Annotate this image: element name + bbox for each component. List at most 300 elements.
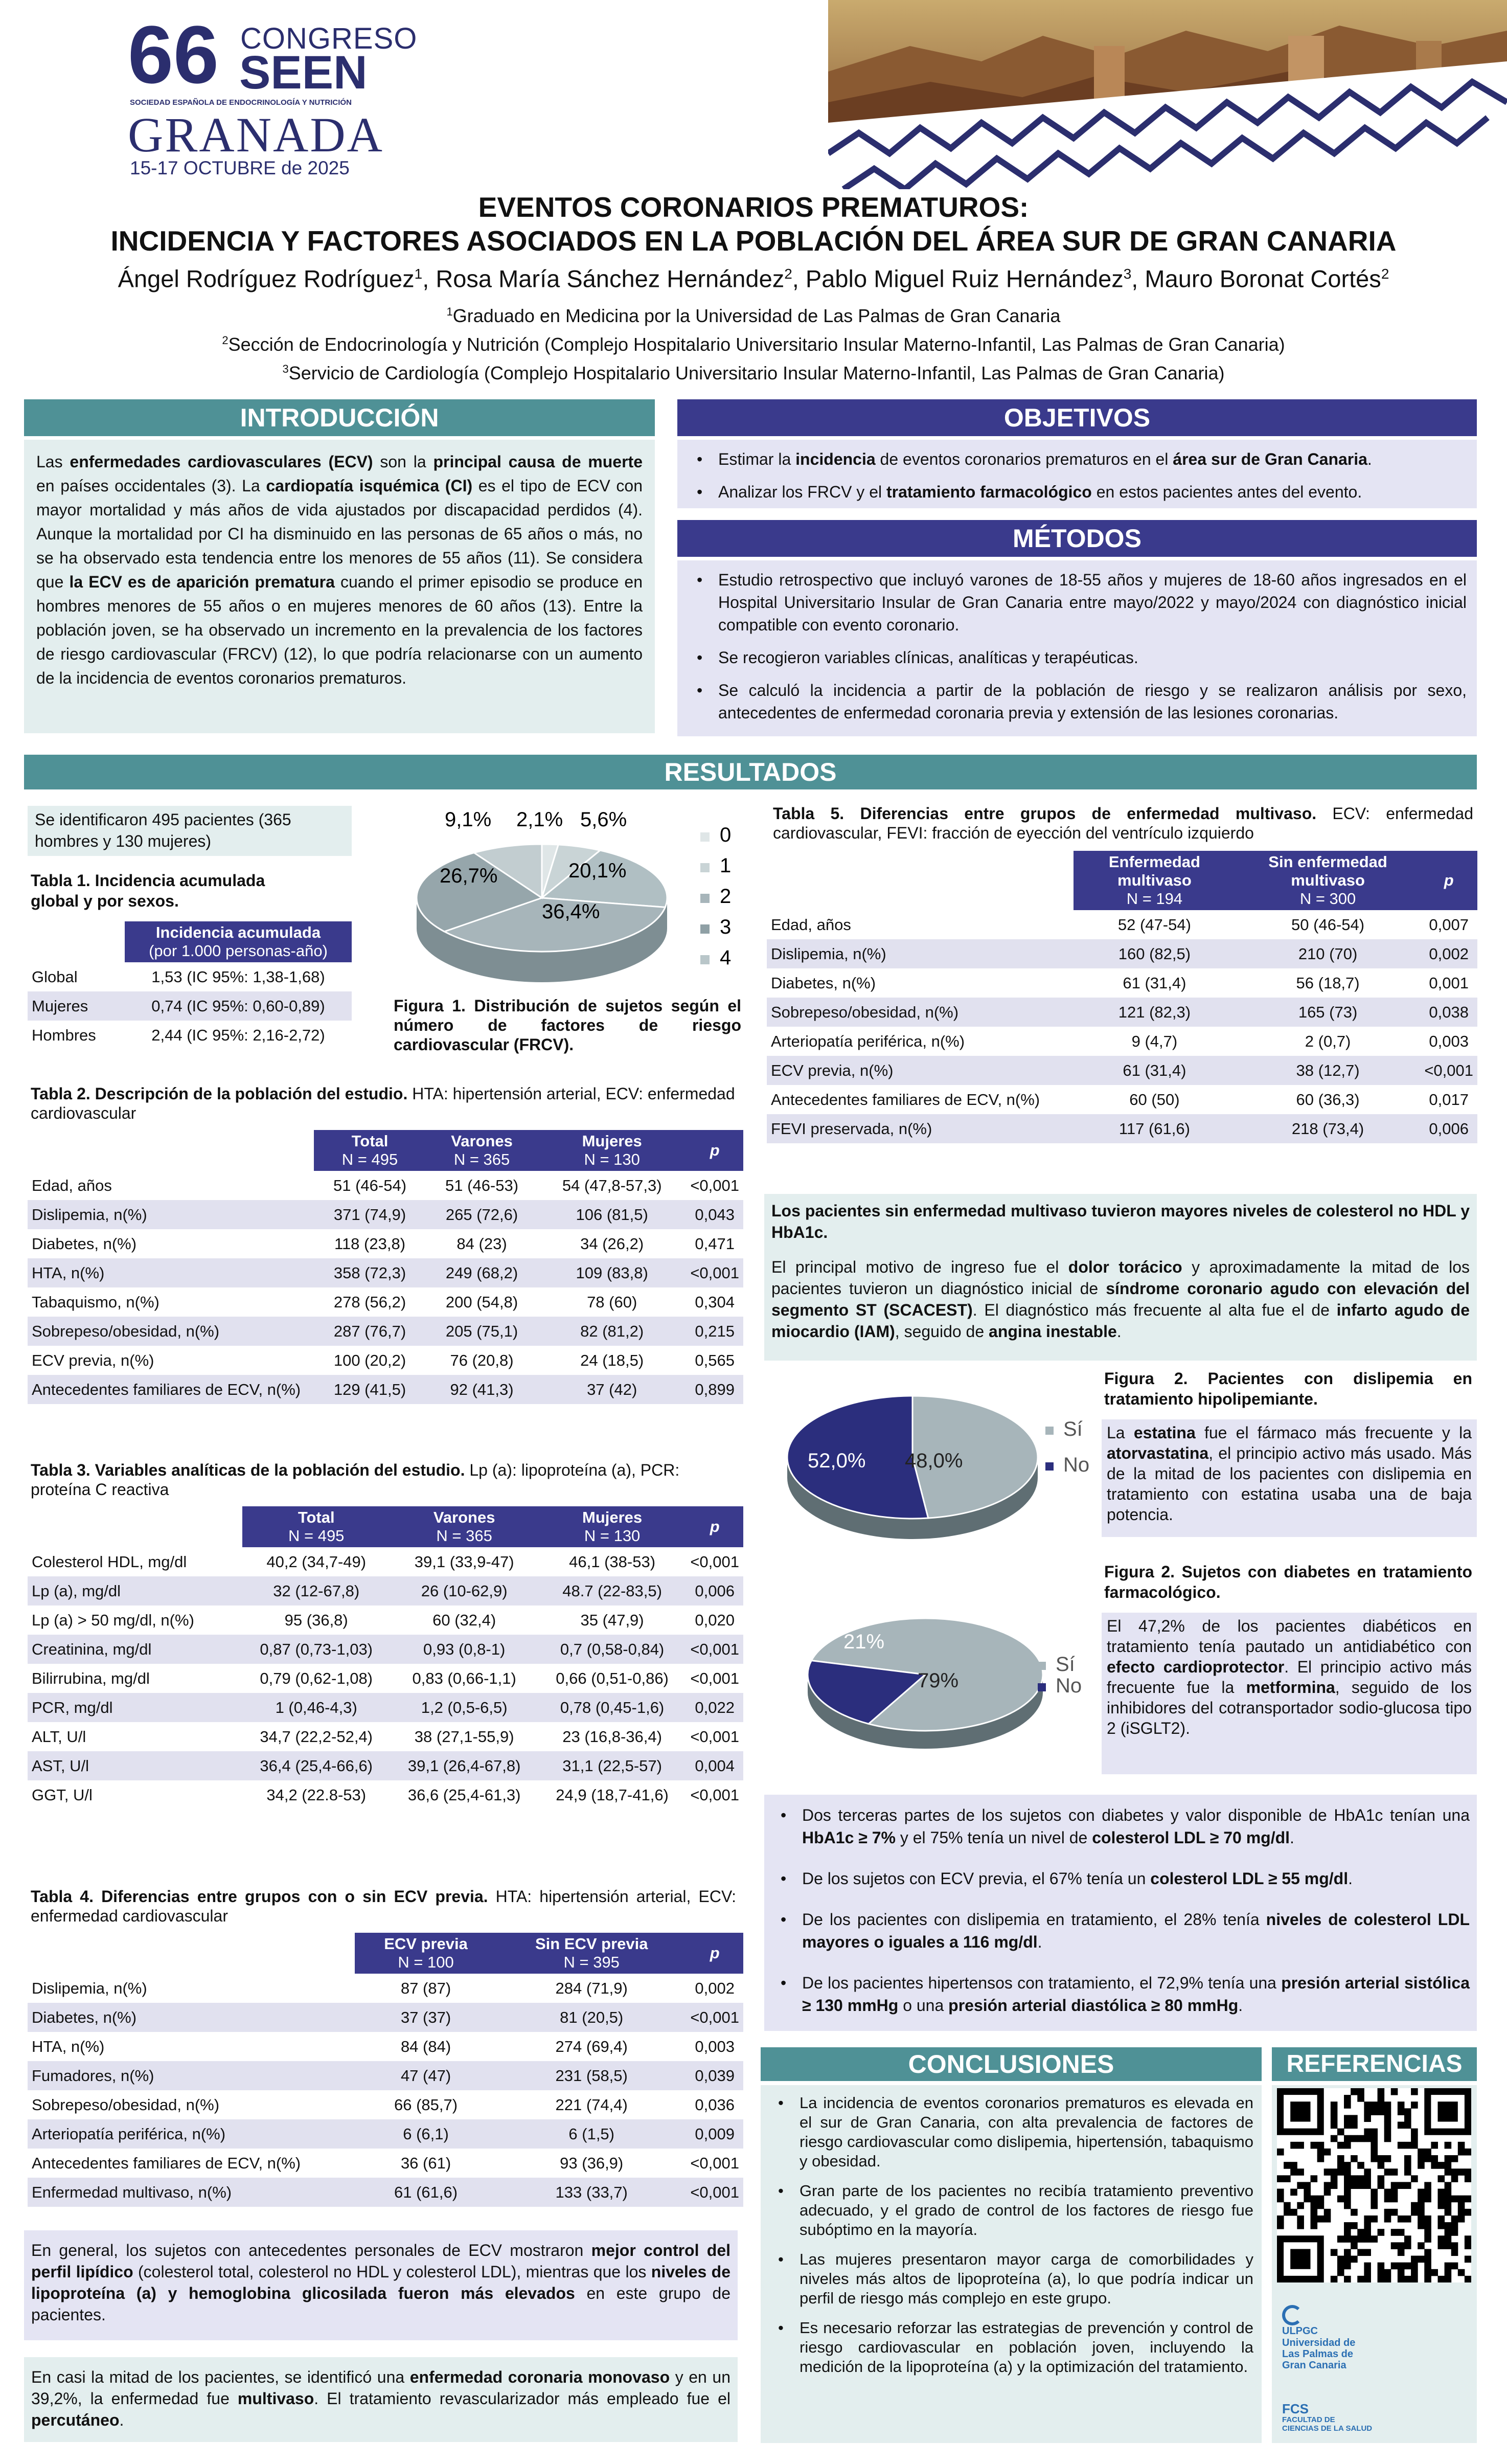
table-cell: <0,001	[686, 2178, 743, 2207]
table-cell: HTA, n(%)	[28, 1258, 314, 1287]
table-cell: ALT, U/l	[28, 1722, 242, 1751]
table-header: p	[1420, 851, 1477, 910]
table-cell: 61 (61,6)	[355, 2178, 497, 2207]
table-cell: 46,1 (38-53)	[538, 1547, 686, 1576]
fig2b-label: 79%	[918, 1669, 959, 1692]
table-cell: 121 (82,3)	[1074, 998, 1236, 1027]
table-cell: 0,009	[686, 2119, 743, 2149]
table-header: p	[686, 1933, 743, 1974]
fcs-logo: FCS FACULTAD DE CIENCIAS DE LA SALUD	[1282, 2401, 1373, 2433]
affiliation: $^2$Sección de Endocrinología y Nutrición (Complejo Hospitalario Universitario Insular Materno-Infantil, Las Palmas de Gran Canaria)	[222, 333, 1285, 355]
table-cell: 0,899	[686, 1375, 743, 1404]
table-row	[767, 939, 1477, 968]
figure2a-text-box	[1102, 1419, 1477, 1537]
table-row	[28, 1229, 743, 1258]
table-cell: 231 (58,5)	[497, 2061, 686, 2090]
table-cell: 34,2 (22.8-53)	[242, 1780, 390, 1810]
table-cell: 54 (47,8-57,3)	[538, 1171, 686, 1200]
table-row	[767, 1056, 1477, 1085]
table-cell: 165 (73)	[1236, 998, 1420, 1027]
table-header: Total N = 495	[242, 1506, 390, 1547]
table-row	[767, 1085, 1477, 1114]
fig2a-label: 48,0%	[905, 1450, 963, 1472]
table-cell: 210 (70)	[1236, 939, 1420, 968]
multivaso-summary: Los pacientes sin enfermedad multivaso tuvieron mayores niveles de colesterol no HDL y HbA1c.	[771, 1202, 1470, 1241]
table-cell: 50 (46-54)	[1236, 910, 1420, 939]
table-cell: 109 (83,8)	[538, 1258, 686, 1287]
table-cell: 200 (54,8)	[426, 1287, 538, 1317]
authors: Ángel Rodríguez Rodríguez$^1$, Rosa María Sánchez Hernández$^2$, Pablo Miguel Ruiz Hernández$^3$, Mauro Boronat Cortés$^2$	[118, 265, 1389, 292]
table-header: Total N = 495	[314, 1130, 426, 1171]
table-cell: 0,002	[1420, 939, 1477, 968]
table-cell: 0,039	[686, 2061, 743, 2090]
table-header: p	[686, 1506, 743, 1547]
legend-label: 0	[720, 824, 732, 846]
table-cell: 37 (42)	[538, 1375, 686, 1404]
table-cell: 0,215	[686, 1317, 743, 1346]
multivaso-summary-box	[764, 1194, 1477, 1361]
author: Mauro Boronat Cortés	[1145, 265, 1381, 292]
table-cell: 60 (32,4)	[390, 1606, 538, 1635]
table-row	[28, 1317, 743, 1346]
table-cell: 0,002	[686, 1974, 743, 2003]
fig1-label: 26,7%	[440, 865, 498, 887]
title-line-1: EVENTOS CORONARIOS PREMATUROS:	[478, 191, 1029, 223]
ulpgc-logo: ULPGC Universidad de Las Palmas de Gran Canaria	[1282, 2305, 1466, 2371]
title-block	[0, 190, 1507, 386]
table-row	[28, 1635, 743, 1664]
affiliation: $^3$Servicio de Cardiología (Complejo Hospitalario Universitario Insular Materno-Infantil, Las Palmas de Gran Canaria)	[282, 362, 1225, 383]
table-row	[28, 1751, 743, 1780]
table-cell: 0,78 (0,45-1,6)	[538, 1693, 686, 1722]
table-cell: 51 (46-53)	[426, 1171, 538, 1200]
table-cell: 35 (47,9)	[538, 1606, 686, 1635]
metodo-item: • Se recogieron variables clínicas, analíticas y terapéuticas.	[688, 646, 1467, 669]
table-cell: 56 (18,7)	[1236, 968, 1420, 998]
logo-society: SOCIEDAD ESPAÑOLA DE ENDOCRINOLOGÍA Y NUTRICIÓN	[130, 98, 352, 107]
findings-list	[771, 1804, 1470, 2017]
table-cell: 0,036	[686, 2090, 743, 2119]
table-cell: 38 (12,7)	[1236, 1056, 1420, 1085]
table-cell: 0,004	[686, 1751, 743, 1780]
tabla3-table	[28, 1506, 743, 1810]
table-row	[767, 910, 1477, 939]
table-cell: 0,006	[1420, 1114, 1477, 1143]
congress-logo	[123, 9, 418, 178]
metodo-item: • Se calculó la incidencia a partir de la población de riesgo y se realizaron análisis por sexo, antecedentes de enfermedad coronaria previa y extensión de las lesiones coronarias.	[688, 679, 1467, 724]
table-cell: Dislipemia, n(%)	[28, 1200, 314, 1229]
tabla5	[767, 851, 1477, 1143]
table-cell: 9 (4,7)	[1074, 1027, 1236, 1056]
table-cell: 0,7 (0,58-0,84)	[538, 1635, 686, 1664]
fig1-label: 5,6%	[580, 808, 627, 831]
conclusion-item: • La incidencia de eventos coronarios prematuros es elevada en el sur de Gran Canaria, con alta prevalencia de factores de riesgo cardiovascular como dislipemia, hipertensión, tabaquismo y obesidad.	[769, 2093, 1253, 2171]
table-cell: 0,003	[686, 2032, 743, 2061]
table-cell: Dislipemia, n(%)	[28, 1974, 355, 2003]
table-cell: Arteriopatía periférica, n(%)	[28, 2119, 355, 2149]
tabla4-caption: Tabla 4. Diferencias entre grupos con o sin ECV previa. HTA: hipertensión arterial, ECV: enfermedad cardiovascular	[31, 1887, 737, 1925]
author: Ángel Rodríguez Rodríguez	[118, 265, 415, 292]
table-cell: 371 (74,9)	[314, 1200, 426, 1229]
table-header: Mujeres N = 130	[538, 1506, 686, 1547]
table-cell: 0,83 (0,66-1,1)	[390, 1664, 538, 1693]
table-cell: 0,038	[1420, 998, 1477, 1027]
table-cell: 0,007	[1420, 910, 1477, 939]
table-header: Varones N = 365	[390, 1506, 538, 1547]
table-cell: 36 (61)	[355, 2149, 497, 2178]
table-cell: 82 (81,2)	[538, 1317, 686, 1346]
intro-text: Las enfermedades cardiovasculares (ECV) son la principal causa de muerte en países occidentales (3). La cardiopatía isquémica (CI) es el tipo de ECV con mayor mortalidad y más años de vida ajustados por discapacidad perdidos (4). Aunque la mortalidad por CI ha disminuido en las personas de 65 años o más, no se ha observado esta tendencia entre los menores de 55 años (11). Se considera que la ECV es de aparición prematura cuando el primer episodio se produce en hombres menores de 55 años o en mujeres menores de 60 años (13). Entre la población joven, se ha observado un incremento en la prevalencia de los factores de riesgo cardiovascular (FRCV) (12), lo que podría relacionarse con un aumento de la incidencia de eventos coronarios prematuros.	[36, 453, 643, 687]
figure2b-caption: Figura 2. Sujetos con diabetes en tratamiento farmacológico.	[1104, 1563, 1472, 1601]
table-cell: 0,003	[1420, 1027, 1477, 1056]
table-row	[28, 1287, 743, 1317]
fig1-label: 9,1%	[445, 808, 492, 831]
table-cell: 66 (85,7)	[355, 2090, 497, 2119]
table-cell: 81 (20,5)	[497, 2003, 686, 2032]
table-cell: Diabetes, n(%)	[28, 1229, 314, 1258]
table-cell: 265 (72,6)	[426, 1200, 538, 1229]
table-cell: 38 (27,1-55,9)	[390, 1722, 538, 1751]
figure2b-text: El 47,2% de los pacientes diabéticos en tratamiento tenía pautado un antidiabético con efecto cardioprotector. El principio activo más frecuente fue la metformina, seguido de los inhibidores del cotransportador sodio-glucosa tipo 2 (iSGLT2).	[1107, 1617, 1472, 1737]
table-cell: 34,7 (22,2-52,4)	[242, 1722, 390, 1751]
table-cell: 287 (76,7)	[314, 1317, 426, 1346]
table-cell: 0,87 (0,73-1,03)	[242, 1635, 390, 1664]
table-cell: 52 (47-54)	[1074, 910, 1236, 939]
legend-label: No	[1063, 1454, 1090, 1476]
section-header-referencias: REFERENCIAS	[1272, 2047, 1477, 2081]
table-cell: 24 (18,5)	[538, 1346, 686, 1375]
header-city-image	[828, 0, 1507, 189]
table-cell: 23 (16,8-36,4)	[538, 1722, 686, 1751]
table-cell: Colesterol HDL, mg/dl	[28, 1547, 242, 1576]
table-cell: 118 (23,8)	[314, 1229, 426, 1258]
table-cell: Enfermedad multivaso, n(%)	[28, 2178, 355, 2207]
table-cell: PCR, mg/dl	[28, 1693, 242, 1722]
table-row	[28, 2090, 743, 2119]
table-row	[28, 1722, 743, 1751]
table-row	[28, 1258, 743, 1287]
tabla1-caption: Tabla 1. Incidencia acumulada global y por sexos.	[31, 871, 265, 910]
table-cell: 36,4 (25,4-66,6)	[242, 1751, 390, 1780]
table-cell: 87 (87)	[355, 1974, 497, 2003]
figure1-chart	[389, 806, 762, 1000]
objetivos-box	[677, 440, 1477, 508]
table-cell: 39,1 (33,9-47)	[390, 1547, 538, 1576]
table-cell: GGT, U/l	[28, 1780, 242, 1810]
table-cell: 48.7 (22-83,5)	[538, 1576, 686, 1606]
figure2a-text: La estatina fue el fármaco más frecuente y la atorvastatina, el principio activo más usado. Más de la mitad de los pacientes con dislipemia en tratamiento con estatina usaba una de baja potencia.	[1107, 1423, 1472, 1524]
author: Pablo Miguel Ruiz Hernández	[805, 265, 1124, 292]
table-cell: Diabetes, n(%)	[28, 2003, 355, 2032]
table-row	[767, 1027, 1477, 1056]
finding-item: • De los pacientes con dislipemia en tratamiento, el 28% tenía niveles de colesterol LDL mayores o iguales a 116 mg/dl.	[771, 1908, 1470, 1953]
table-cell: AST, U/l	[28, 1751, 242, 1780]
tabla1-table: Incidencia acumulada (por 1.000 personas-año) Global 1,53 (IC 95%: 1,38-1,68) Mujeres 0,74 (IC 95%: 0,60-0,89) Hombres 2,44 (IC 95%: 2,16-2,72)	[28, 921, 352, 1050]
objetivo-item: • Estimar la incidencia de eventos coronarios prematuros en el área sur de Gran Canaria.	[688, 448, 1467, 470]
table-cell: 61 (31,4)	[1074, 968, 1236, 998]
table-cell: 133 (33,7)	[497, 2178, 686, 2207]
table-row	[28, 1346, 743, 1375]
tabla5-caption: Tabla 5. Diferencias entre grupos de enfermedad multivaso. ECV: enfermedad cardiovascular, FEVI: fracción de eyección del ventrículo izquierdo	[773, 804, 1474, 842]
table-cell: <0,001	[686, 2149, 743, 2178]
table-cell: 278 (56,2)	[314, 1287, 426, 1317]
table-cell: 76 (20,8)	[426, 1346, 538, 1375]
tabla2-caption: Tabla 2. Descripción de la población del estudio. HTA: hipertensión arterial, ECV: enfermedad cardiovascular	[31, 1084, 735, 1122]
finding-item: • Dos terceras partes de los sujetos con diabetes y valor disponible de HbA1c tenían una HbA1c ≥ 7% y el 75% tenía un nivel de colesterol LDL ≥ 70 mg/dl.	[771, 1804, 1470, 1849]
section-header-metodos: MÉTODOS	[677, 520, 1477, 557]
table-cell: <0,001	[686, 1722, 743, 1751]
table-cell: 92 (41,3)	[426, 1375, 538, 1404]
table-header: Varones N = 365	[426, 1130, 538, 1171]
table-header: Enfermedad multivaso N = 194	[1074, 851, 1236, 910]
table-cell: 284 (71,9)	[497, 1974, 686, 2003]
fig1-legend	[700, 824, 731, 969]
table-cell: 36,6 (25,4-61,3)	[390, 1780, 538, 1810]
table-row	[767, 1114, 1477, 1143]
table-cell: 0,565	[686, 1346, 743, 1375]
table-cell: HTA, n(%)	[28, 2032, 355, 2061]
table-cell: <0,001	[686, 1547, 743, 1576]
figure2b-text-box	[1102, 1613, 1477, 1774]
table-cell: 1,2 (0,5-6,5)	[390, 1693, 538, 1722]
table-cell: Sobrepeso/obesidad, n(%)	[767, 998, 1074, 1027]
table-row: Hombres 2,44 (IC 95%: 2,16-2,72)	[28, 1021, 352, 1050]
multivaso-text: En casi la mitad de los pacientes, se identificó una enfermedad coronaria monovaso y en un 39,2%, la enfermedad fue multivaso. El tratamiento revascularizador más empleado fue el percutáneo.	[31, 2368, 731, 2429]
table-cell: 0,043	[686, 1200, 743, 1229]
table-cell: 0,020	[686, 1606, 743, 1635]
table-cell: 1 (0,46-4,3)	[242, 1693, 390, 1722]
table-cell: 93 (36,9)	[497, 2149, 686, 2178]
table-cell: 221 (74,4)	[497, 2090, 686, 2119]
table-cell: 205 (75,1)	[426, 1317, 538, 1346]
finding-item: • De los pacientes hipertensos con tratamiento, el 72,9% tenía una presión arterial sistólica ≥ 130 mmHg o una presión arterial diastólica ≥ 80 mmHg.	[771, 1972, 1470, 2017]
table-cell: Creatinina, mg/dl	[28, 1635, 242, 1664]
table-cell: <0,001	[686, 1171, 743, 1200]
table-cell: ECV previa, n(%)	[767, 1056, 1074, 1085]
table-cell: ECV previa, n(%)	[28, 1346, 314, 1375]
table-cell: 31,1 (22,5-57)	[538, 1751, 686, 1780]
qr-code[interactable]	[1277, 2088, 1471, 2282]
table-row	[28, 1171, 743, 1200]
conclusion-item: • Es necesario reforzar las estrategias de prevención y control de riesgo cardiovascular en población joven, incluyendo la medición de la lipoproteína (a) y la optimización del tratamiento.	[769, 2318, 1253, 2377]
table-cell: 0,93 (0,8-1)	[390, 1635, 538, 1664]
table-cell: 249 (68,2)	[426, 1258, 538, 1287]
table-row	[28, 2119, 743, 2149]
table-cell: Lp (a), mg/dl	[28, 1576, 242, 1606]
table-row	[28, 1693, 743, 1722]
table-cell: 32 (12-67,8)	[242, 1576, 390, 1606]
legend-label: 3	[720, 916, 732, 938]
multivaso-text-box	[24, 2357, 738, 2442]
table-cell: Fumadores, n(%)	[28, 2061, 355, 2090]
table-cell: Antecedentes familiares de ECV, n(%)	[28, 2149, 355, 2178]
tabla1	[28, 921, 352, 1050]
table-row	[28, 2003, 743, 2032]
conclusion-item: • Gran parte de los pacientes no recibía tratamiento preventivo adecuado, y el grado de control de los factores de riesgo fue subóptimo en la mayoría.	[769, 2181, 1253, 2240]
table-cell: 84 (23)	[426, 1229, 538, 1258]
intro-box	[24, 440, 655, 733]
table-cell: <0,001	[686, 1664, 743, 1693]
table-cell: Edad, años	[28, 1171, 314, 1200]
metodos-box	[677, 560, 1477, 736]
logo-city: GRANADA	[128, 107, 384, 162]
legend-label: 2	[720, 885, 732, 908]
table-cell: 39,1 (26,4-67,8)	[390, 1751, 538, 1780]
title-line-2: INCIDENCIA Y FACTORES ASOCIADOS EN LA POBLACIÓN DEL ÁREA SUR DE GRAN CANARIA	[110, 225, 1397, 257]
table-cell: 358 (72,3)	[314, 1258, 426, 1287]
legend-label: Sí	[1056, 1653, 1075, 1676]
table-row	[28, 1664, 743, 1693]
logo-congreso: CONGRESO	[240, 22, 418, 55]
table-cell: <0,001	[686, 2003, 743, 2032]
section-header-introduccion: INTRODUCCIÓN	[24, 399, 655, 436]
table-row	[28, 1606, 743, 1635]
table-cell: Antecedentes familiares de ECV, n(%)	[28, 1375, 314, 1404]
ecv-text: En general, los sujetos con antecedentes personales de ECV mostraron mejor control del perfil lipídico (colesterol total, colesterol no HDL y colesterol LDL), mientras que los niveles de lipoproteína (a) y hemoglobina glicosilada fueron más elevados en este grupo de pacientes.	[31, 2241, 731, 2324]
table-cell: 60 (50)	[1074, 1085, 1236, 1114]
tabla3-caption: Tabla 3. Variables analíticas de la población del estudio. Lp (a): lipoproteína (a), PCR: proteína C reactiva	[31, 1461, 680, 1499]
tabla4-table	[28, 1933, 743, 2207]
table-cell: 0,471	[686, 1229, 743, 1258]
table-header: Sin enfermedad multivaso N = 300	[1236, 851, 1420, 910]
section-header-resultados: RESULTADOS	[24, 755, 1477, 789]
table-cell: 84 (84)	[355, 2032, 497, 2061]
table-cell: 2 (0,7)	[1236, 1027, 1420, 1056]
table-cell: 218 (73,4)	[1236, 1114, 1420, 1143]
logo-dates: 15-17 OCTUBRE de 2025	[130, 157, 350, 178]
author: Rosa María Sánchez Hernández	[436, 265, 785, 292]
fig1-label: 36,4%	[542, 900, 600, 923]
table-cell: 51 (46-54)	[314, 1171, 426, 1200]
legend-label: 4	[720, 946, 732, 969]
table-cell: <0,001	[1420, 1056, 1477, 1085]
legend-label: No	[1056, 1675, 1082, 1697]
table-cell: Tabaquismo, n(%)	[28, 1287, 314, 1317]
table-row	[28, 1974, 743, 2003]
table-cell: Edad, años	[767, 910, 1074, 939]
table-cell: <0,001	[686, 1258, 743, 1287]
table-row	[28, 2149, 743, 2178]
findings-box	[764, 1795, 1477, 2031]
table-row: Mujeres 0,74 (IC 95%: 0,60-0,89)	[28, 991, 352, 1021]
table-cell: 26 (10-62,9)	[390, 1576, 538, 1606]
table-cell: 6 (6,1)	[355, 2119, 497, 2149]
table-header: p	[686, 1130, 743, 1171]
ecv-text-box	[24, 2230, 738, 2340]
conclusion-item: • Las mujeres presentaron mayor carga de comorbilidades y niveles más altos de lipoproteína (a), lo que podría indicar un perfil de riesgo más complejo en este grupo.	[769, 2250, 1253, 2308]
table-row	[28, 1547, 743, 1576]
table-cell: 37 (37)	[355, 2003, 497, 2032]
metodos-list	[688, 569, 1467, 724]
tabla5-table	[767, 851, 1477, 1143]
table-row	[28, 1780, 743, 1810]
table-cell: 129 (41,5)	[314, 1375, 426, 1404]
table-row	[28, 1200, 743, 1229]
affiliation: $^1$Graduado en Medicina por la Universidad de Las Palmas de Gran Canaria	[446, 305, 1061, 326]
identified-text: Se identificaron 495 pacientes (365 hombres y 130 mujeres)	[35, 810, 291, 850]
table-cell: 100 (20,2)	[314, 1346, 426, 1375]
table-cell: 0,304	[686, 1287, 743, 1317]
tabla3	[28, 1506, 743, 1810]
table-cell: 34 (26,2)	[538, 1229, 686, 1258]
figure2a-caption: Figura 2. Pacientes con dislipemia en tratamiento hipolipemiante.	[1104, 1369, 1472, 1408]
table-row	[28, 1576, 743, 1606]
table-header: Sin ECV previa N = 395	[497, 1933, 686, 1974]
table-cell: Bilirrubina, mg/dl	[28, 1664, 242, 1693]
table-row	[28, 2032, 743, 2061]
table-cell: Arteriopatía periférica, n(%)	[767, 1027, 1074, 1056]
fig2a-label: 52,0%	[808, 1450, 866, 1472]
tabla2-table	[28, 1130, 743, 1404]
tabla4	[28, 1933, 743, 2207]
table-row	[28, 2061, 743, 2090]
figure2a-chart	[777, 1381, 1104, 1554]
table-cell: 0,022	[686, 1693, 743, 1722]
section-header-conclusiones: CONCLUSIONES	[761, 2047, 1262, 2081]
fig1-label: 20,1%	[568, 860, 627, 882]
table-cell: 40,2 (34,7-49)	[242, 1547, 390, 1576]
logo-seen: SEEN	[239, 47, 368, 99]
table-cell: Lp (a) > 50 mg/dl, n(%)	[28, 1606, 242, 1635]
table-cell: 160 (82,5)	[1074, 939, 1236, 968]
table-cell: 117 (61,6)	[1074, 1114, 1236, 1143]
table-cell: Diabetes, n(%)	[767, 968, 1074, 998]
table-cell: Dislipemia, n(%)	[767, 939, 1074, 968]
table-cell: 47 (47)	[355, 2061, 497, 2090]
objetivos-list	[688, 448, 1467, 503]
motivo-text: El principal motivo de ingreso fue el dolor torácico y aproximadamente la mitad de los pacientes tuvieron un diagnóstico inicial de síndrome coronario agudo con elevación del segmento ST (SCACEST). El diagnóstico más frecuente al alta fue el de infarto agudo de miocardio (IAM), seguido de angina inestable.	[771, 1258, 1470, 1341]
table-cell: Sobrepeso/obesidad, n(%)	[28, 1317, 314, 1346]
table-cell: Antecedentes familiares de ECV, n(%)	[767, 1085, 1074, 1114]
fig1-label: 2,1%	[516, 808, 563, 831]
table-header: Mujeres N = 130	[538, 1130, 686, 1171]
conclusiones-box	[761, 2085, 1262, 2443]
table-cell: 0,001	[1420, 968, 1477, 998]
table-row	[767, 998, 1477, 1027]
legend-label: Sí	[1063, 1418, 1083, 1440]
table-cell: <0,001	[686, 1635, 743, 1664]
table-row	[767, 968, 1477, 998]
table-cell: FEVI preservada, n(%)	[767, 1114, 1074, 1143]
table-cell: 274 (69,4)	[497, 2032, 686, 2061]
table-cell: 6 (1,5)	[497, 2119, 686, 2149]
objetivo-item: • Analizar los FRCV y el tratamiento farmacológico en estos pacientes antes del evento.	[688, 481, 1467, 503]
table-header: ECV previa N = 100	[355, 1933, 497, 1974]
figure1-caption: Figura 1. Distribución de sujetos según el número de factores de riesgo cardiovascular (FRCV).	[394, 997, 741, 1054]
table-cell: 0,017	[1420, 1085, 1477, 1114]
identified-box	[28, 806, 352, 856]
section-header-objetivos: OBJETIVOS	[677, 399, 1477, 436]
table-cell: 24,9 (18,7-41,6)	[538, 1780, 686, 1810]
fig2b-label: 21%	[843, 1631, 885, 1653]
table-row	[28, 1375, 743, 1404]
logo-number: 66	[128, 9, 219, 100]
table-cell: 60 (36,3)	[1236, 1085, 1420, 1114]
tabla2	[28, 1130, 743, 1404]
table-row	[28, 2178, 743, 2207]
table-cell: <0,001	[686, 1780, 743, 1810]
table-cell: 78 (60)	[538, 1287, 686, 1317]
table-row: Global 1,53 (IC 95%: 1,38-1,68)	[28, 962, 352, 991]
finding-item: • De los sujetos con ECV previa, el 67% tenía un colesterol LDL ≥ 55 mg/dl.	[771, 1867, 1470, 1890]
table-cell: 106 (81,5)	[538, 1200, 686, 1229]
table-cell: 0,79 (0,62-1,08)	[242, 1664, 390, 1693]
referencias-box	[1272, 2085, 1477, 2443]
conclusiones-list	[769, 2093, 1253, 2377]
figure2b-chart	[777, 1585, 1104, 1759]
table-cell: 61 (31,4)	[1074, 1056, 1236, 1085]
metodo-item: • Estudio retrospectivo que incluyó varones de 18-55 años y mujeres de 18-60 años ingresados en el Hospital Universitario Insular de Gran Canaria entre mayo/2022 y mayo/2024 con diagnóstico inicial compatible con evento coronario.	[688, 569, 1467, 636]
